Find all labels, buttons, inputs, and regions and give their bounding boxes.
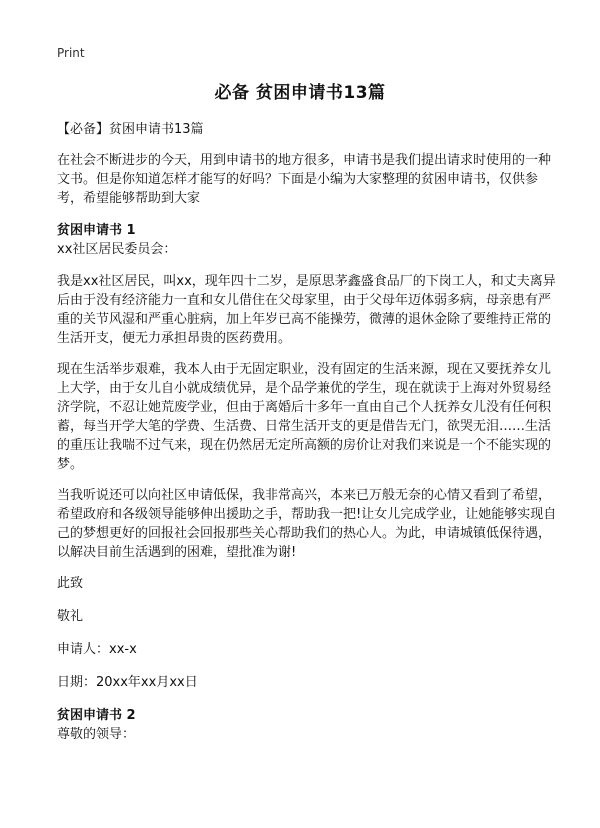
applicant-line: 申请人：xx-x: [57, 642, 137, 657]
document-subtitle: 【必备】贫困申请书13篇: [57, 122, 204, 137]
intro-paragraph: 在社会不断进步的今天，用到申请书的地方很多，申请书是我们提出请求时使用的一种文书。但是你知道怎样才能写的好吗？下面是小编为大家整理的贫困申请书，仅供参考，希望能够帮助到大家: [57, 153, 552, 206]
salutation-1: xx社区居民委员会：: [57, 242, 177, 257]
salutation-2: 尊敬的领导：: [57, 727, 136, 742]
document-body: [57, 120, 557, 757]
closing-line: 此致: [57, 576, 84, 591]
section-heading-1: 贫困申请书 1: [57, 223, 136, 238]
date-line: 日期：20xx年xx月xx日: [57, 675, 198, 690]
closing-line: 敬礼: [57, 609, 84, 624]
body-paragraph: 现在生活举步艰难，我本人由于无固定职业，没有固定的生活来源，现在又要抚养女儿上大学，由于女儿自小就成绩优异，是个品学兼优的学生，现在就读于上海对外贸易经济学院，不忍让她荒废学业，但由于离婚后十多年一直由自己个人抚养女儿没有任何积蓄，每当开学大笔的学费、生活费、日常生活开支的更是借告无门，欲哭无泪……生活的重压让我喘不过气来，现在仍然居无定所高额的房价让对我们来说是一个不能实现的梦。: [57, 362, 552, 472]
print-label: Print: [57, 46, 85, 60]
body-paragraph: 当我听说还可以向社区申请低保，我非常高兴，本来已万般无奈的心情又看到了希望，希望政府和各级领导能够伸出援助之手，帮助我一把!让女儿完成学业，让她能够实现自己的梦想更好的回报社会回报那些关心帮助我们的热心人。为此，申请城镇低保待遇，以解决目前生活遇到的困难，望批准为谢!: [57, 488, 557, 560]
document-title: 必备 贫困申请书13篇: [214, 83, 386, 103]
section-heading-2: 贫困申请书 2: [57, 708, 136, 723]
body-paragraph: 我是xx社区居民，叫xx，现年四十二岁，是原思茅鑫盛食品厂的下岗工人，和丈夫离异后由于没有经济能力一直和女儿借住在父母家里，由于父母年迈体弱多病，母亲患有严重的关节风湿和严重心脏病，加上年岁已高不能操劳，微薄的退休金除了要维持正常的生活开支，便无力承担昂贵的医药费用。: [57, 274, 556, 346]
